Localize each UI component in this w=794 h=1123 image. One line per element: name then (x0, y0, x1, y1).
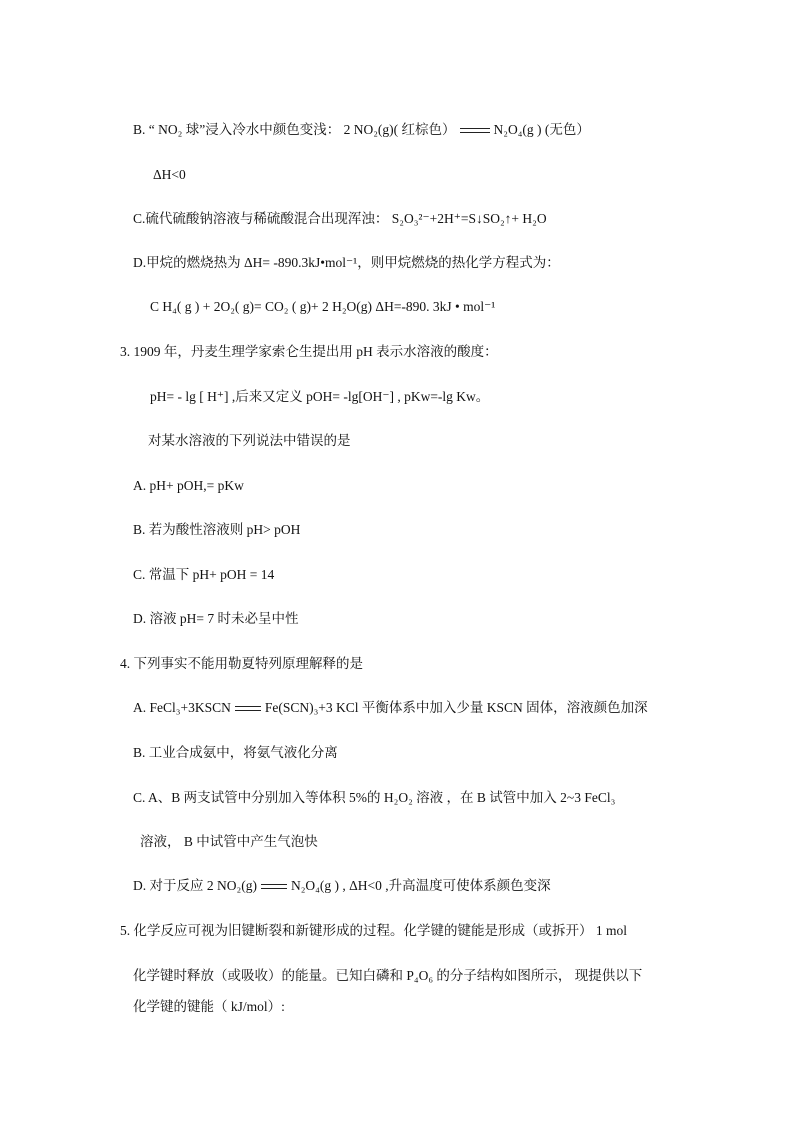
question-3-option-a: A. pH+ pOH,= pKw (133, 478, 244, 493)
question-4-option-d: D. 对于反应 2 NO₂(g) N₂O₄(g ) , ΔH<0 ,升高温度可使体系颜色变深 (133, 878, 551, 893)
equilibrium-arrow (460, 126, 490, 136)
question-4-option-c-line-2: 溶液， B 中试管中产生气泡快 (140, 834, 318, 849)
option-b-line-2: ΔH<0 (153, 167, 186, 182)
option-b-line-1: B. “ NO₂ 球”浸入冷水中颜色变浅： 2 NO₂(g)( 红棕色） N₂O₄(g ) (无色） (133, 122, 590, 137)
option-d-line-1: D.甲烷的燃烧热为 ΔH= -890.3kJ•mol⁻¹，则甲烷燃烧的热化学方程式为： (133, 255, 560, 270)
question-5-line-2: 化学键时释放（或吸收）的能量。已知白磷和 P₄O₆ 的分子结构如图所示， 现提供以下 (133, 968, 643, 983)
question-4-option-a: A. FeCl₃+3KSCN Fe(SCN)₃+3 KCl 平衡体系中加入少量 KSCN 固体，溶液颜色加深 (133, 700, 648, 715)
question-4-option-b: B. 工业合成氨中，将氨气液化分离 (133, 745, 338, 760)
question-5-line-1: 5. 化学反应可视为旧键断裂和新键形成的过程。化学键的键能是形成（或拆开） 1 mol (120, 923, 628, 938)
question-3-option-d: D. 溶液 pH= 7 时未必呈中性 (133, 611, 299, 626)
option-d-line-2: C H₄( g ) + 2O₂( g)= CO₂ ( g)+ 2 H₂O(g) ΔH=-890. 3kJ • mol⁻¹ (150, 299, 496, 314)
equilibrium-arrow (235, 704, 261, 714)
question-5-line-3: 化学键的键能（ kJ/mol）: (133, 999, 285, 1014)
question-3-option-c: C. 常温下 pH+ pOH = 14 (133, 567, 275, 582)
option-c-line: C.硫代硫酸钠溶液与稀硫酸混合出现浑浊： S₂O₃²⁻+2H⁺=S↓SO₂↑+ H₂O (133, 211, 547, 226)
question-3-definition: pH= - lg [ H⁺] ,后来又定义 pOH= -lg[OH⁻] , pKw=-lg Kw。 (150, 389, 490, 404)
question-3-stem: 3. 1909 年，丹麦生理学家索仑生提出用 pH 表示水溶液的酸度： (120, 344, 498, 359)
question-3-ask: 对某水溶液的下列说法中错误的是 (148, 433, 351, 448)
question-3-option-b: B. 若为酸性溶液则 pH> pOH (133, 522, 301, 537)
question-4-option-c-line-1: C. A、B 两支试管中分别加入等体积 5%的 H₂O₂ 溶液 ，在 B 试管中加入 2~3 FeCl₃ (133, 790, 616, 805)
equilibrium-arrow (261, 882, 287, 892)
question-4-stem: 4. 下列事实不能用勒夏特列原理解释的是 (120, 656, 363, 671)
